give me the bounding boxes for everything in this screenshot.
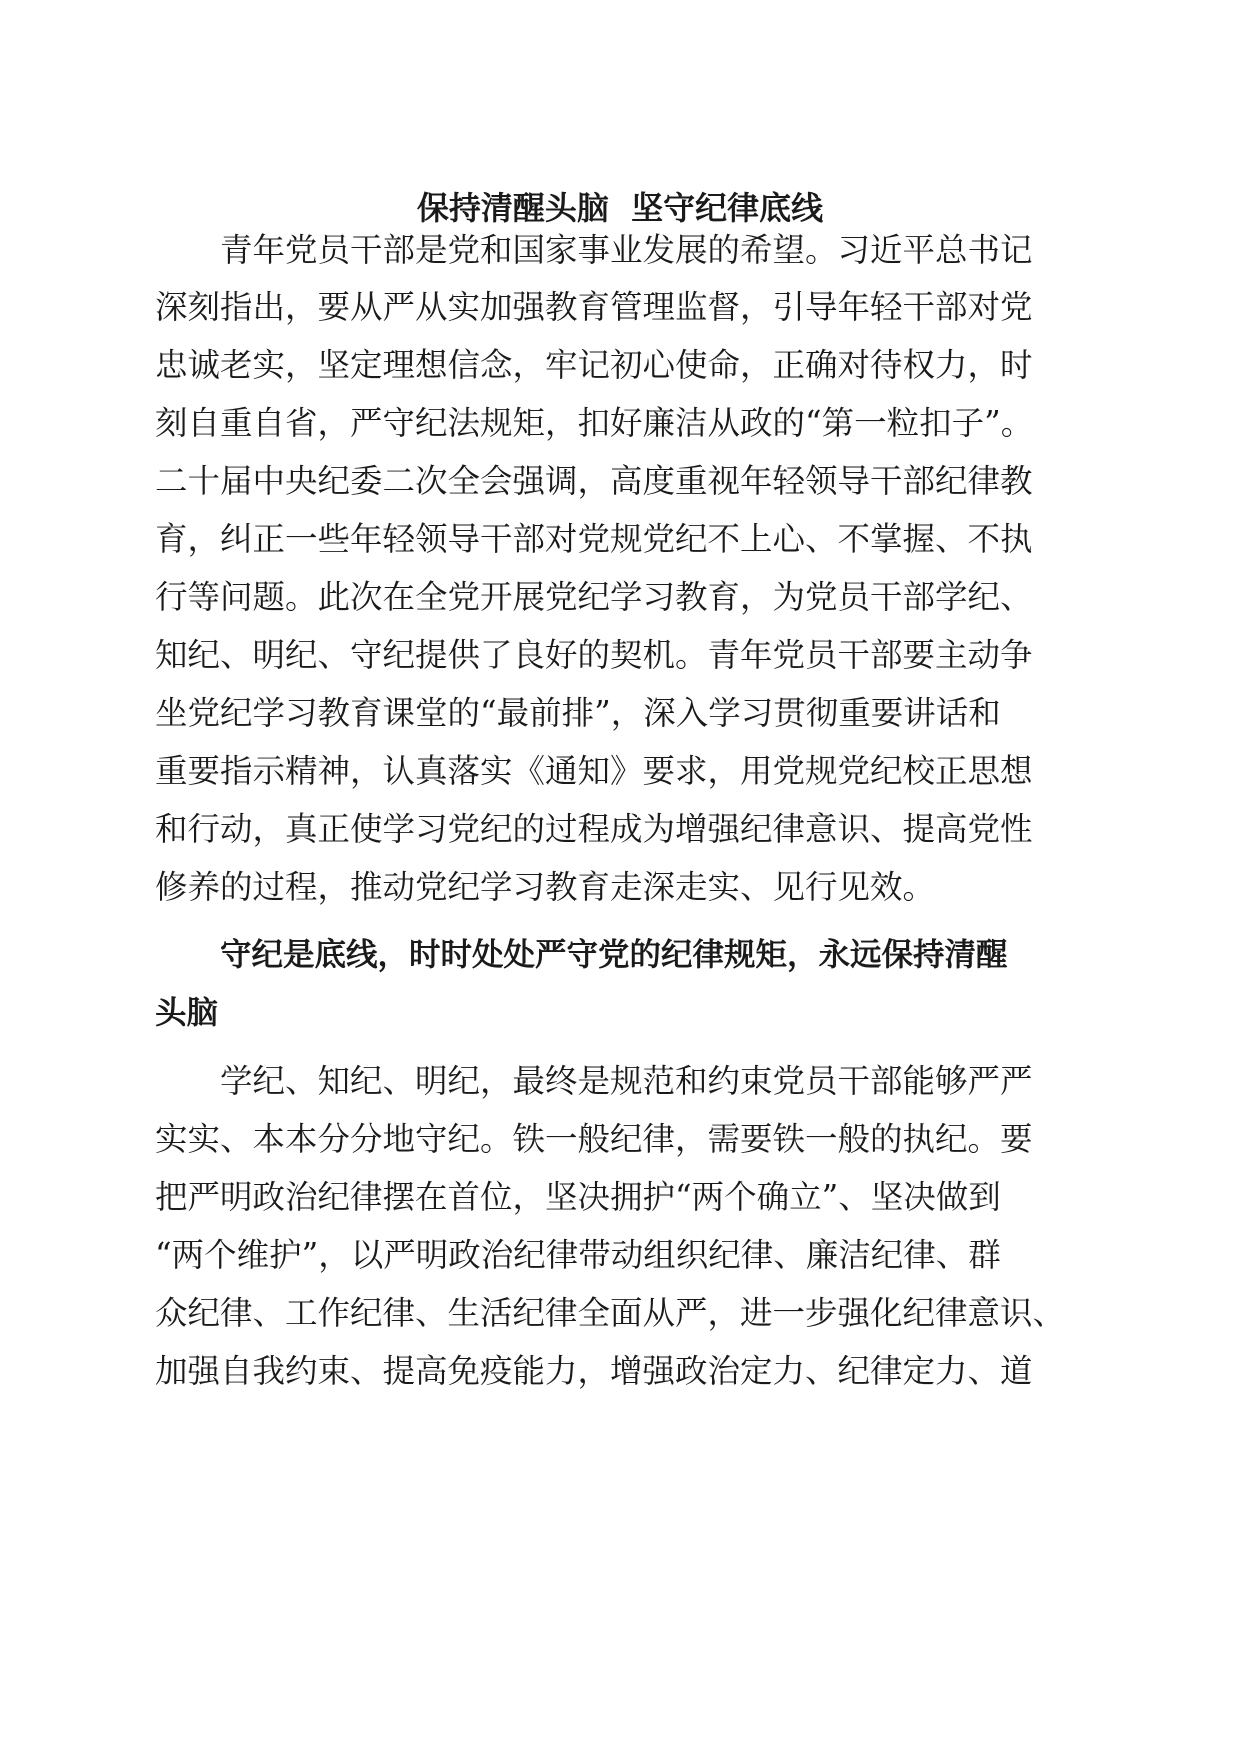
paragraph-1-line: 修养的过程，推动党纪学习教育走深走实、见行见效。 — [155, 868, 936, 906]
paragraph-1-line: 重要指示精神，认真落实《通知》要求，用党规党纪校正思想 — [155, 752, 1033, 790]
paragraph-1-line: 育，纠正一些年轻领导干部对党规党纪不上心、不掌握、不执 — [155, 520, 1033, 558]
paragraph-2-line: 加强自我约束、提高免疫能力，增强政治定力、纪律定力、道 — [155, 1352, 1033, 1390]
paragraph-2-line: 把严明政治纪律摆在首位，坚决拥护“两个确立”、坚决做到 — [155, 1178, 1001, 1216]
paragraph-1-line: 刻自重自省，严守纪法规矩，扣好廉洁从政的“第一粒扣子”。 — [155, 404, 1034, 442]
paragraph-1-line: 行等问题。此次在全党开展党纪学习教育，为党员干部学纪、 — [155, 578, 1033, 616]
paragraph-1-line: 坐党纪学习教育课堂的“最前排”，深入学习贯彻重要讲话和 — [155, 694, 1001, 732]
paragraph-1-line: 知纪、明纪、守纪提供了良好的契机。青年党员干部要主动争 — [155, 636, 1033, 674]
paragraph-1-line: 深刻指出，要从严从实加强教育管理监督，引导年轻干部对党 — [155, 288, 1033, 326]
paragraph-2-line: “两个维护”，以严明政治纪律带动组织纪律、廉洁纪律、群 — [155, 1236, 1001, 1274]
paragraph-2-line: 实实、本本分分地守纪。铁一般纪律，需要铁一般的执纪。要 — [155, 1120, 1033, 1158]
section-heading-line: 守纪是底线，时时处处严守党的纪律规矩，永远保持清醒 — [220, 937, 1008, 973]
paragraph-2-line: 学纪、知纪、明纪，最终是规范和约束党员干部能够严严 — [220, 1062, 1033, 1100]
paragraph-2-line: 众纪律、工作纪律、生活纪律全面从严，进一步强化纪律意识、 — [155, 1294, 1066, 1332]
paragraph-1-line: 忠诚老实，坚定理想信念，牢记初心使命，正确对待权力，时 — [155, 346, 1033, 384]
section-heading-line: 头脑 — [155, 995, 219, 1031]
paragraph-1-line: 青年党员干部是党和国家事业发展的希望。习近平总书记 — [220, 231, 1033, 269]
paragraph-1-line: 二十届中央纪委二次全会强调，高度重视年轻领导干部纪律教 — [155, 462, 1033, 500]
document-title: 保持清醒头脑 坚守纪律底线 — [416, 189, 824, 227]
paragraph-1-line: 和行动，真正使学习党纪的过程成为增强纪律意识、提高党性 — [155, 810, 1033, 848]
